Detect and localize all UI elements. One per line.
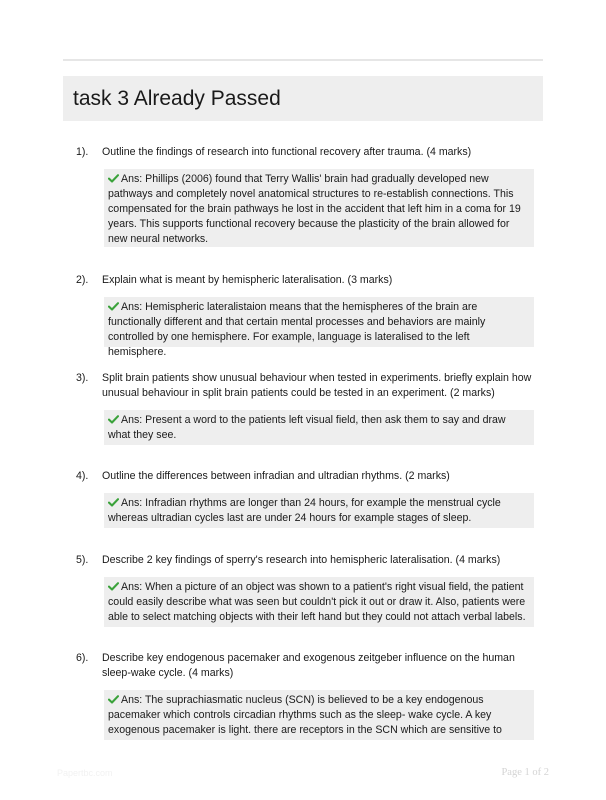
question-text: Describe key endogenous pacemaker and exogenous zeitgeber influence on the human sleep-wake cycle. (4 marks) (102, 652, 515, 679)
question-number: 2). (76, 274, 89, 286)
question-row (76, 371, 546, 401)
page-number: Page 1 of 2 (501, 767, 549, 778)
question-row (76, 145, 546, 160)
checkmark-icon (108, 302, 119, 311)
answer-text: Ans: When a picture of an object was shown to a patient's right visual field, the patient could easily describe what was seen but couldn't pick it out or draw it. Also, patients were able to select matching objects with their left hand but they could not attach verbal labels. (108, 581, 526, 623)
page-title: task 3 Already Passed (73, 86, 281, 110)
question-number: 4). (76, 470, 89, 482)
answer-text: Ans: Phillips (2006) found that Terry Wallis' brain had gradually developed new pathways and completely novel anatomical structures to re-establish connections. This compensated for the brain pathways he lost in the accident that left him in a coma for 19 years. This supports functional recovery because the plasticity of the brain allowed for new neural networks. (108, 173, 521, 245)
question-text: Outline the differences between infradian and ultradian rhythms. (2 marks) (102, 470, 450, 482)
question-text: Outline the findings of research into functional recovery after trauma. (4 marks) (102, 146, 472, 158)
qa-item-1 (76, 145, 546, 247)
checkmark-icon (108, 174, 119, 183)
question-number: 1). (76, 146, 89, 158)
answer-text: Ans: Present a word to the patients left visual field, then ask them to say and draw what they see. (108, 414, 506, 441)
question-row (76, 553, 546, 568)
answer-box (104, 169, 534, 247)
footer-watermark: Papertbc.com (57, 768, 113, 778)
title-bar (63, 76, 543, 121)
checkmark-icon (108, 695, 119, 704)
question-number: 6). (76, 652, 89, 664)
qa-item-3 (76, 371, 546, 445)
qa-item-6 (76, 651, 546, 740)
answer-text: Ans: Hemispheric lateralistaion means that the hemispheres of the brain are functionally different and that certain mental processes and behaviors are mainly controlled by one hemisphere. For example, language is lateralised to the left hemisphere. (108, 301, 486, 358)
qa-item-2 (76, 273, 546, 358)
qa-item-4 (76, 469, 546, 528)
answer-text: Ans: Infradian rhythms are longer than 24 hours, for example the menstrual cycle whereas ultradian cycles last are under 24 hours for example stages of sleep. (108, 497, 501, 524)
question-row (76, 469, 546, 484)
question-text: Describe 2 key findings of sperry's research into hemispheric lateralisation. (4 marks) (102, 554, 501, 566)
question-row (76, 273, 546, 288)
qa-item-5 (76, 553, 546, 627)
top-divider (63, 59, 543, 61)
answer-box (104, 690, 534, 740)
answer-text: Ans: The suprachiasmatic nucleus (SCN) is believed to be a key endogenous pacemaker which controls circadian rhythms such as the sleep- wake cycle. A key exogenous pacemaker is light. there are receptors in the SCN which are sensitive to (108, 694, 502, 736)
checkmark-icon (108, 582, 119, 591)
answer-box (104, 410, 534, 445)
checkmark-icon (108, 415, 119, 424)
question-number: 5). (76, 554, 89, 566)
answer-box (104, 493, 534, 528)
question-row (76, 651, 546, 681)
question-text: Split brain patients show unusual behaviour when tested in experiments. briefly explain how unusual behaviour in split brain patients could be tested in an experiment. (2 marks) (102, 372, 532, 399)
question-text: Explain what is meant by hemispheric lateralisation. (3 marks) (102, 274, 393, 286)
question-number: 3). (76, 372, 89, 384)
answer-box (104, 297, 534, 358)
answer-box (104, 577, 534, 627)
checkmark-icon (108, 498, 119, 507)
